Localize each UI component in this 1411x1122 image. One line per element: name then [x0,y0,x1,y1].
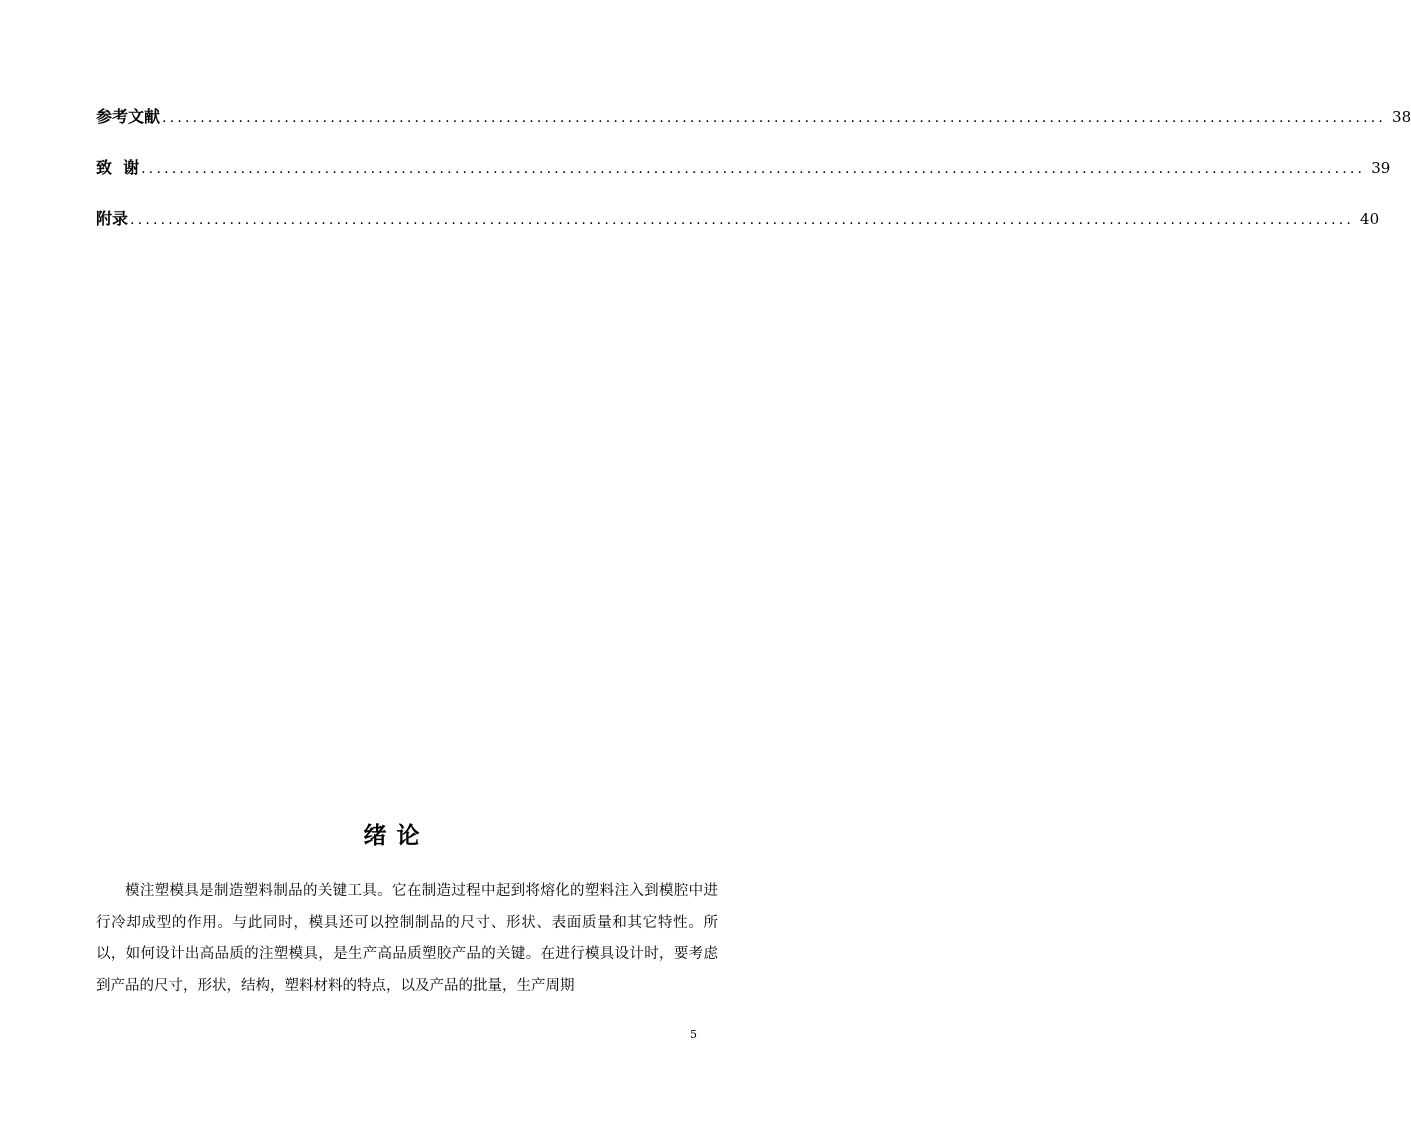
toc-dot-leader: ................................................................................................................................................................ [162,110,1387,126]
toc-entry-page: 40 [1360,210,1380,228]
toc-entry-title: 参考文献 [96,107,161,126]
toc-entry-title: 致 谢 [96,158,140,177]
toc-entry-appendix[interactable] [96,206,1380,232]
toc-entry-references[interactable] [96,104,1411,130]
page-number: 5 [690,1028,697,1041]
table-of-contents [96,104,1411,257]
section-heading: 绪论 [363,823,430,849]
body-paragraph: 模注塑模具是制造塑料制品的关键工具。它在制造过程中起到将熔化的塑料注入到模腔中进行冷却成型的作用。与此同时，模具还可以控制制品的尺寸、形状、表面质量和其它特性。所以，如何设计出高品质的注塑模具，是生产高品质塑胶产品的关键。在进行模具设计时，要考虑到产品的尺寸，形状，结构，塑料材料的特点，以及产品的批量，生产周期 [96,883,718,994]
toc-entry-page: 39 [1371,159,1391,177]
toc-dot-leader: ................................................................................................................................................................ [130,212,1355,228]
toc-dot-leader: ................................................................................................................................................................ [141,161,1366,177]
toc-entry-acknowledgements[interactable] [96,155,1391,181]
toc-entry-title: 附录 [96,209,129,228]
toc-entry-page: 38 [1392,108,1411,126]
